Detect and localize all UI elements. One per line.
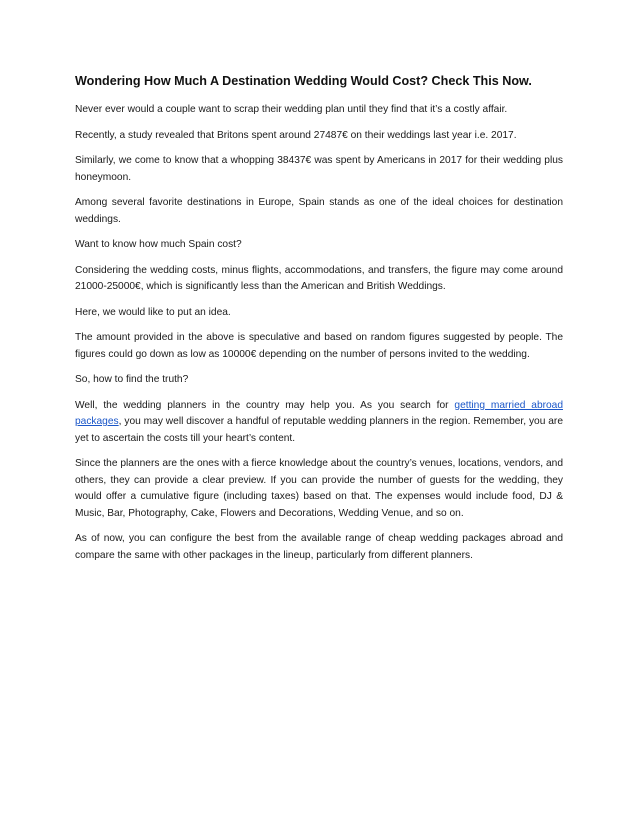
paragraph-question: Want to know how much Spain cost? [75, 239, 242, 250]
paragraph-planners [75, 398, 563, 448]
paragraph-speculative: The amount provided in the above is speculative and based on random figures suggested by people. The figures could go down as low as 10000€ depending on the number of persons invited to the wedding. [75, 332, 563, 360]
paragraph-spain: Among several favorite destinations in Europe, Spain stands as one of the ideal choices for destination weddings. [75, 197, 563, 225]
document-page [75, 73, 563, 573]
getting-married-abroad-link[interactable]: getting married abroad packages [75, 399, 563, 427]
paragraph-configure: As of now, you can configure the best from the available range of cheap wedding packages abroad and compare the same with other packages in the lineup, particularly from different planners. [75, 533, 563, 561]
document-title: Wondering How Much A Destination Wedding Would Cost? Check This Now. [75, 74, 532, 88]
paragraph-britons: Recently, a study revealed that Britons spent around 27487€ on their weddings last year i.e. 2017. [75, 129, 517, 141]
paragraph-intro: Never ever would a couple want to scrap their wedding plan until they find that it’s a costly affair. [75, 104, 508, 115]
paragraph-knowledge: Since the planners are the ones with a fierce knowledge about the country’s venues, locations, vendors, and others, they can provide a clear preview. If you can provide the number of guests for the wedding, they would offer a cumulative figure (including taxes) based on that. The expenses would include food, DJ & Music, Bar, Photography, Cake, Flowers and Decorations, Wedding Venue, and so on. [75, 458, 563, 519]
paragraph-americans: Similarly, we come to know that a whopping 38437€ was spent by Americans in 2017 for their wedding plus honeymoon. [75, 155, 563, 183]
paragraph-planners-before: Well, the wedding planners in the country may help you. As you search for [75, 399, 455, 411]
paragraph-costs: Considering the wedding costs, minus flights, accommodations, and transfers, the figure may come around 21000-25000€, which is significantly less than the American and British Weddings. [75, 264, 563, 292]
paragraph-planners-after: , you may well discover a handful of reputable wedding planners in the region. Remember, you are yet to ascertain the costs till your heart’s content. [75, 416, 563, 444]
paragraph-idea: Here, we would like to put an idea. [75, 306, 231, 318]
paragraph-truth: So, how to find the truth? [75, 374, 189, 385]
